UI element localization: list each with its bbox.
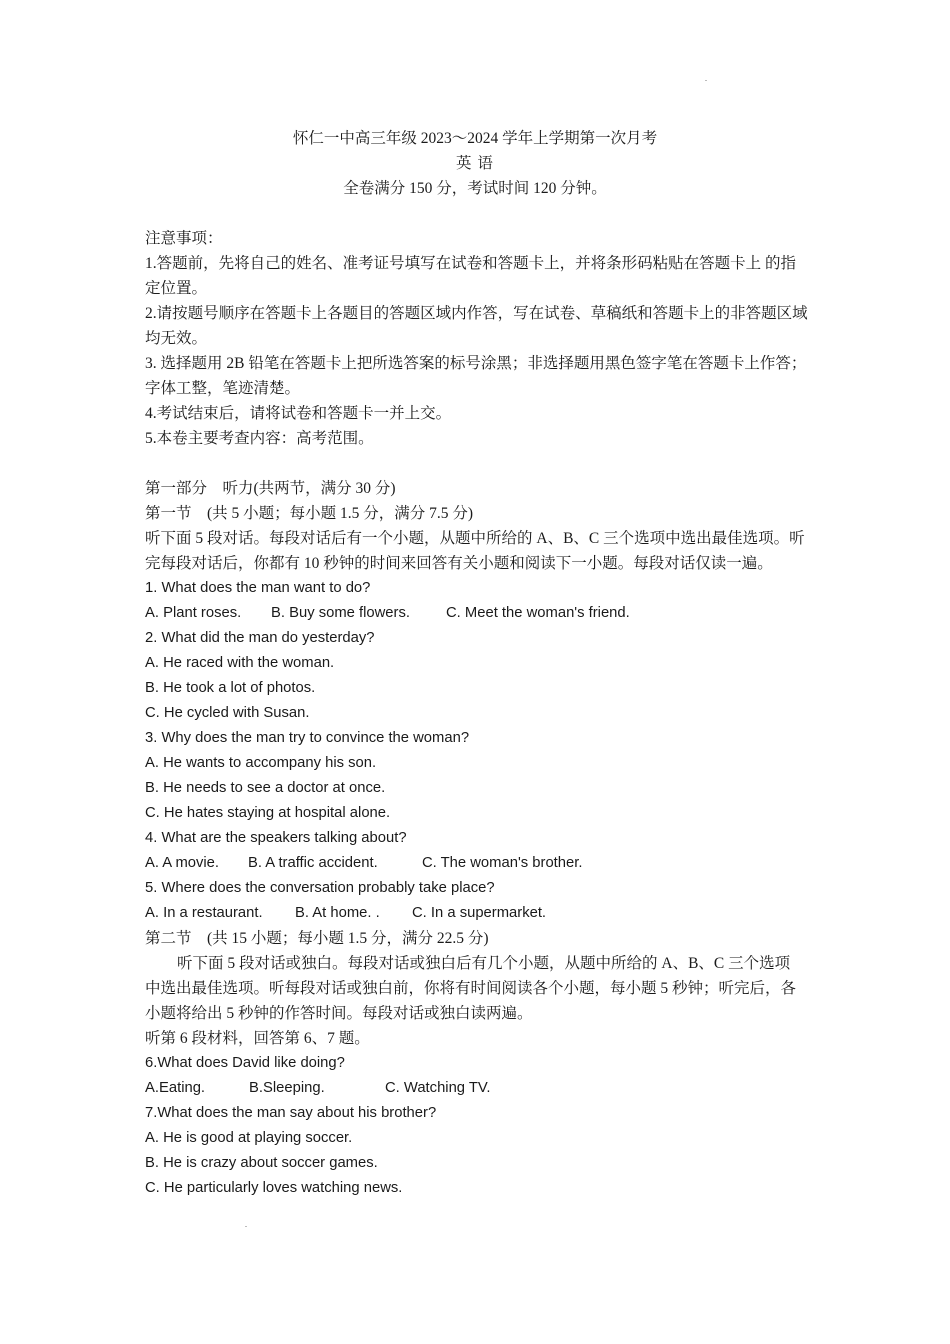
note-item: 5.本卷主要考查内容：高考范围。	[145, 430, 374, 447]
scan-mark	[245, 1226, 247, 1227]
option-c: C. The woman's brother.	[422, 855, 583, 871]
option-c: C. He particularly loves watching news.	[145, 1180, 403, 1196]
option-b: B. He needs to see a doctor at once.	[145, 780, 386, 796]
question-stem: 6.What does David like doing?	[145, 1055, 345, 1071]
options-row	[145, 1076, 809, 1101]
option-b: B. He took a lot of photos.	[145, 680, 316, 696]
notes-heading: 注意事项：	[145, 230, 223, 247]
section1-heading: 第一节 (共 5 小题；每小题 1.5 分，满分 7.5 分)	[145, 505, 474, 522]
option-a: A. Plant roses.	[145, 605, 242, 621]
question-stem: 2. What did the man do yesterday?	[145, 630, 375, 646]
option-b: B. At home. .	[295, 905, 380, 921]
note-item: 1.答题前，先将自己的姓名、准考证号填写在试卷和答题卡上，并将条形码粘贴在答题卡上 的指定位置。	[145, 255, 797, 297]
note-item: 4.考试结束后，请将试卷和答题卡一并上交。	[145, 405, 452, 422]
question-stem: 1. What does the man want to do?	[145, 580, 371, 596]
section2-instruction: 听下面 5 段对话或独白。每段对话或独白后有几个小题，从题中所给的 A、B、C 三个选项 中选出最佳选项。听每段对话或独白前，你将有时间阅读各个小题，每小题 5 秒钟；听完后，各 小题将给出 5 秒钟的作答时间。每段对话或独白读两遍。	[145, 955, 797, 1022]
option-a: A. He wants to accompany his son.	[145, 755, 377, 771]
exam-info: 全卷满分 150 分，考试时间 120 分钟。	[343, 180, 607, 197]
question-stem: 4. What are the speakers talking about?	[145, 830, 407, 846]
section1-instruction: 听下面 5 段对话。每段对话后有一个小题，从题中所给的 A、B、C 三个选项中选出最佳选项。听完每段对话后，你都有 10 秒钟的时间来回答有关小题和阅读下一小题。每段对话仅读一遍。	[145, 530, 805, 572]
note-item: 2.请按题号顺序在答题卡上各题目的答题区域内作答，写在试卷、草稿纸和答题卡上的非答题区域均无效。	[145, 305, 808, 347]
option-c: C. Meet the woman's friend.	[446, 605, 630, 621]
option-a: A. He raced with the woman.	[145, 655, 335, 671]
options-row	[145, 901, 809, 926]
subject-title: 英 语	[456, 155, 494, 172]
options-row	[145, 601, 809, 626]
option-c: C. He hates staying at hospital alone.	[145, 805, 391, 821]
option-b: B.Sleeping.	[249, 1080, 325, 1096]
option-c: C. In a supermarket.	[412, 905, 547, 921]
option-b: B. A traffic accident.	[248, 855, 378, 871]
option-c: C. He cycled with Susan.	[145, 705, 310, 721]
option-b: B. Buy some flowers.	[271, 605, 410, 621]
option-b: B. He is crazy about soccer games.	[145, 1155, 378, 1171]
scan-mark	[705, 80, 707, 81]
material-heading: 听第 6 段材料，回答第 6、7 题。	[145, 1030, 370, 1047]
option-a: A. In a restaurant.	[145, 905, 263, 921]
option-a: A.Eating.	[145, 1080, 206, 1096]
question-stem: 7.What does the man say about his brother?	[145, 1105, 437, 1121]
options-row	[145, 851, 809, 876]
option-a: A. A movie.	[145, 855, 220, 871]
option-c: C. Watching TV.	[385, 1080, 491, 1096]
exam-content	[145, 226, 809, 1201]
note-item: 3. 选择题用 2B 铅笔在答题卡上把所选答案的标号涂黑；非选择题用黑色签字笔在答题卡上作答；字体工整，笔迹清楚。	[145, 355, 807, 397]
part1-heading: 第一部分 听力(共两节，满分 30 分)	[145, 480, 396, 497]
question-stem: 3. Why does the man try to convince the woman?	[145, 730, 470, 746]
option-a: A. He is good at playing soccer.	[145, 1130, 353, 1146]
section2-heading: 第二节 (共 15 小题；每小题 1.5 分，满分 22.5 分)	[145, 930, 489, 947]
question-stem: 5. Where does the conversation probably take place?	[145, 880, 495, 896]
exam-title: 怀仁一中高三年级 2023～2024 学年上学期第一次月考	[292, 130, 658, 147]
